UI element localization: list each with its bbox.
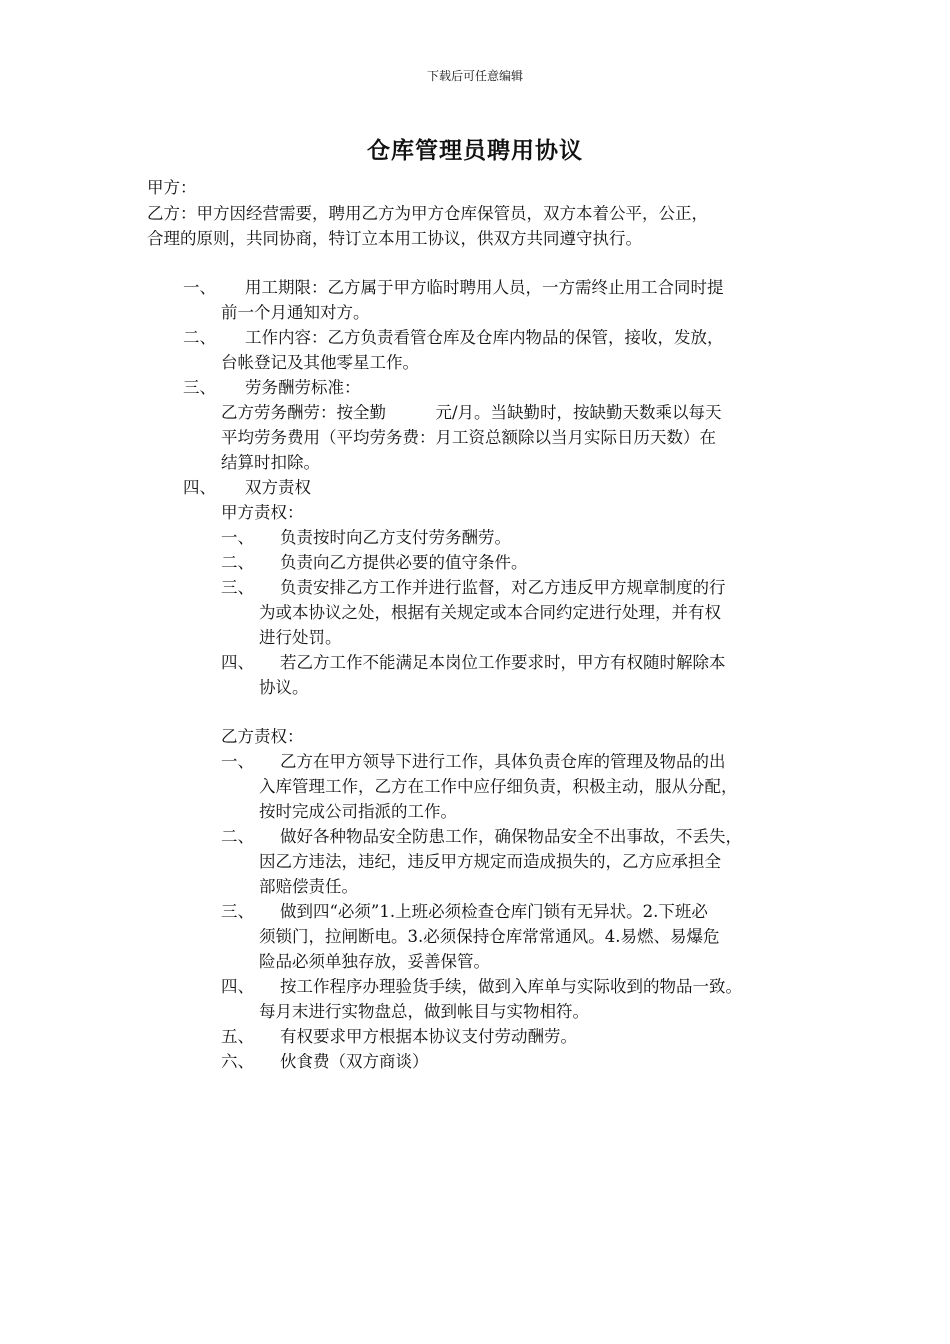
- section-text: 乙方劳务酬劳：按全勤 元/月。当缺勤时，按缺勤天数乘以每天: [221, 403, 722, 422]
- item-text: 部赔偿责任。: [259, 877, 358, 896]
- item-text: 做好各种物品安全防患工作，确保物品安全不出事故，不丢失，: [280, 827, 742, 846]
- item-text: 因乙方违法，违纪，违反甲方规定而造成损失的，乙方应承担全: [259, 852, 721, 871]
- party-a-label: 甲方：: [147, 178, 197, 197]
- section-text: 结算时扣除。: [221, 453, 320, 472]
- item-number: 四、: [221, 653, 254, 672]
- item-number: 四、: [221, 977, 254, 996]
- item-number: 一、: [221, 528, 254, 547]
- item-text: 做到四“必须”1.上班必须检查仓库门锁有无异状。2.下班必: [280, 902, 708, 921]
- section-text: 劳务酬劳标准：: [245, 378, 361, 397]
- header-note: 下载后可任意编辑: [426, 69, 523, 83]
- item-text: 协议。: [259, 678, 309, 697]
- section-text: 平均劳务费用（平均劳务费：月工资总额除以当月实际日历天数）在: [221, 428, 716, 447]
- intro-line: 乙方：甲方因经营需要，聘用乙方为甲方仓库保管员，双方本着公平，公正，: [147, 204, 708, 223]
- section-text: 工作内容：乙方负责看管仓库及仓库内物品的保管，接收，发放，: [245, 328, 724, 347]
- section-text: 前一个月通知对方。: [221, 303, 370, 322]
- section-number: 四、: [183, 478, 216, 497]
- item-text: 入库管理工作，乙方在工作中应仔细负责，积极主动，服从分配，: [259, 777, 738, 796]
- item-number: 二、: [221, 827, 254, 846]
- intro-line: 合理的原则，共同协商，特订立本用工协议，供双方共同遵守执行。: [147, 229, 642, 248]
- item-number: 五、: [221, 1027, 254, 1046]
- section-text: 用工期限：乙方属于甲方临时聘用人员，一方需终止用工合同时提: [245, 278, 724, 297]
- item-text: 须锁门，拉闸断电。3.必须保持仓库常常通风。4.易燃、易爆危: [259, 927, 720, 946]
- party-b-rights-heading: 乙方责权：: [221, 727, 304, 746]
- item-number: 一、: [221, 752, 254, 771]
- item-text: 每月末进行实物盘总，做到帐目与实物相符。: [259, 1002, 589, 1021]
- item-text: 伙食费（双方商谈）: [280, 1052, 429, 1071]
- item-text: 乙方在甲方领导下进行工作，具体负责仓库的管理及物品的出: [280, 752, 726, 771]
- party-a-rights-heading: 甲方责权：: [221, 503, 304, 522]
- item-text: 按工作程序办理验货手续，做到入库单与实际收到的物品一致。: [280, 977, 742, 996]
- item-text: 按时完成公司指派的工作。: [259, 802, 457, 821]
- section-number: 三、: [183, 378, 216, 397]
- item-number: 三、: [221, 578, 254, 597]
- section-number: 二、: [183, 328, 216, 347]
- item-number: 三、: [221, 902, 254, 921]
- section-number: 一、: [183, 278, 216, 297]
- document-title: 仓库管理员聘用协议: [367, 138, 583, 164]
- item-text: 有权要求甲方根据本协议支付劳动酬劳。: [280, 1027, 577, 1046]
- section-text: 双方责权: [245, 478, 311, 497]
- item-text: 负责安排乙方工作并进行监督，对乙方违反甲方规章制度的行: [280, 578, 726, 597]
- section-text: 台帐登记及其他零星工作。: [221, 353, 419, 372]
- item-text: 若乙方工作不能满足本岗位工作要求时，甲方有权随时解除本: [280, 653, 726, 672]
- item-number: 二、: [221, 553, 254, 572]
- item-text: 险品必须单独存放，妥善保管。: [259, 952, 490, 971]
- item-text: 进行处罚。: [259, 628, 342, 647]
- item-number: 六、: [221, 1052, 254, 1071]
- item-text: 负责向乙方提供必要的值守条件。: [280, 553, 528, 572]
- item-text: 负责按时向乙方支付劳务酬劳。: [280, 528, 511, 547]
- item-text: 为或本协议之处，根据有关规定或本合同约定进行处理，并有权: [259, 603, 721, 622]
